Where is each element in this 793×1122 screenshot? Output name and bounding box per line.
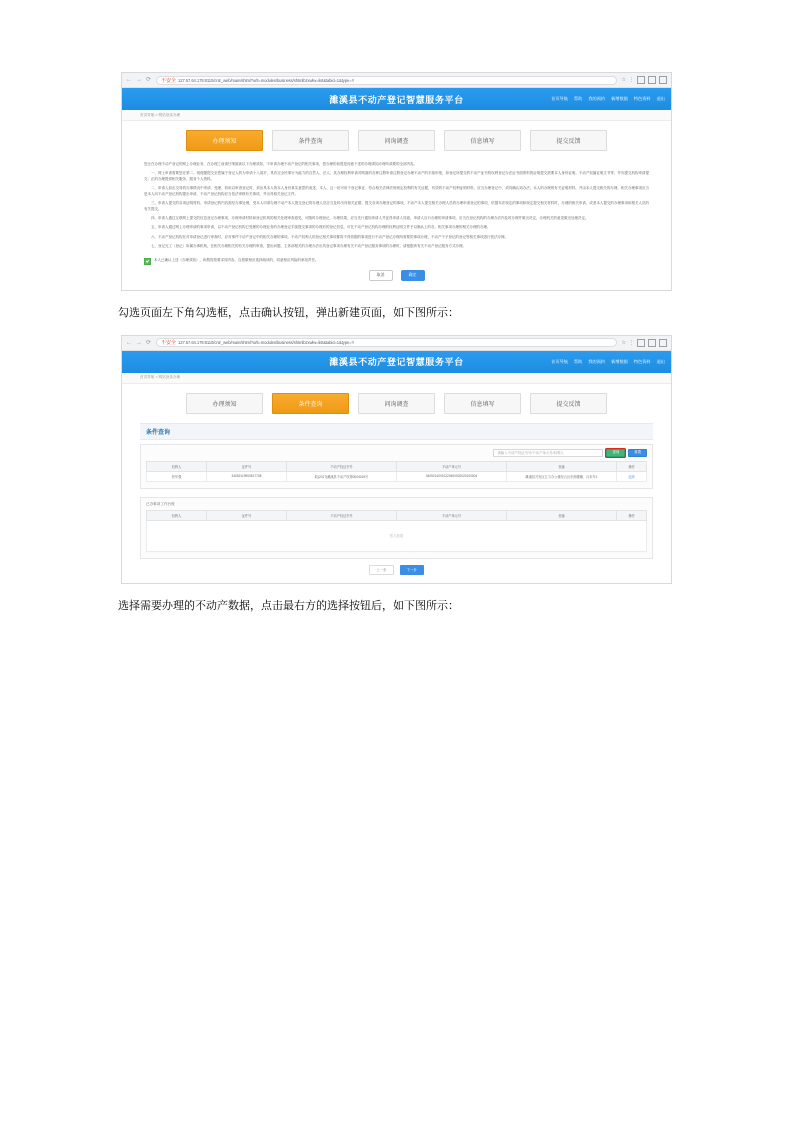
tab-条件查询[interactable]: 条件查询 — [272, 393, 349, 414]
nav-item-primary[interactable]: 首页导航 — [551, 358, 568, 364]
address-bar[interactable] — [156, 76, 616, 85]
empty-placeholder: 暂无数据 — [147, 520, 647, 551]
notice-paragraph-1: 一、网上申请需要您在第二、现便捷提交至您属于登记人的为申请十八周岁，具有完全民事行为能力的自然人、法人，其办理权利申请对网面的各种注册申请注册登记办理不动产的手续申报，如登记所提交的不动产证书的权利登记办法证书面资料的证明提交需要本人身份证明、不动产权属证明文书等，并向提交机构申请提交；正的办理提供相关服务、服务个人资料。 — [144, 171, 649, 181]
query-row — [146, 449, 647, 457]
caption-2: 选择需要办理的不动产数据，点击最右方的选择按钮后，如下图所示： — [118, 599, 459, 612]
bookmark-star-icon[interactable]: ☆ — [621, 77, 626, 83]
col-证件号: 证件号 — [207, 461, 287, 471]
results-table — [146, 461, 647, 482]
back-icon[interactable]: ← — [126, 77, 132, 83]
bookmark-star-icon[interactable]: ☆ — [621, 339, 626, 346]
col-坐落: 坐落 — [507, 461, 617, 471]
col-证件号: 证件号 — [207, 510, 287, 520]
nav-item-my-appointment[interactable]: 我的预约 — [588, 358, 606, 364]
app-header-2 — [122, 351, 671, 373]
close-icon[interactable] — [659, 76, 667, 84]
reload-icon[interactable]: ⟳ — [146, 77, 152, 83]
pager — [122, 559, 671, 583]
window-controls-2 — [622, 339, 667, 347]
nav-item-featured[interactable]: 特色资料 — [633, 96, 651, 101]
insecure-warning-icon: 不安全 — [161, 340, 177, 347]
nav-item-help[interactable]: 帮助 — [573, 358, 583, 364]
breadcrumb: 首页导航 > 网站登录办理 — [122, 110, 671, 121]
tab-提交反馈[interactable]: 提交反馈 — [530, 393, 607, 414]
table-row[interactable] — [147, 471, 647, 481]
maximize-icon[interactable] — [648, 339, 656, 347]
cell-坐落: 濉溪县开发区五力办公楼综合区东侧楼幢、百米号1 — [507, 471, 617, 481]
col-操作: 操作 — [617, 461, 647, 471]
row-select-button[interactable]: 选择 — [617, 471, 647, 481]
col-坐落: 坐落 — [507, 510, 617, 520]
cell-不动产单元号: 34052140010220400002020100004 — [397, 471, 507, 481]
nav-item-logout[interactable]: 退出 — [656, 358, 665, 364]
tab-问询调查[interactable]: 问询调查 — [358, 393, 435, 414]
browser-chrome-bar-2 — [122, 336, 671, 351]
tab-条件查询[interactable]: 条件查询 — [272, 130, 349, 151]
notice-body — [122, 160, 671, 250]
nav-item-featured[interactable]: 特色资料 — [633, 358, 651, 364]
cancel-button[interactable]: 取消 — [369, 270, 393, 281]
notice-lead: 您正在办理不动产登记的网上办理业务，在办理之前请仔细阅读以下办理须知，不申请办理不动产登记的相关事项，您办理的前提是同意下述的办理须知办理所须要的全部内容。 — [144, 162, 417, 166]
table-header-row — [147, 461, 647, 471]
app-title: 濉溪县不动产登记智慧服务平台 — [329, 357, 464, 368]
cell-不动产权证书号: 皖(2017)濉溪县不动产权第0004015号 — [287, 471, 397, 481]
breadcrumb-2: 首页导航 > 网站登录办理 — [122, 373, 671, 384]
document-body — [96, 72, 696, 628]
back-icon[interactable]: ← — [126, 339, 132, 346]
col-不动产权证书号: 不动产权证书号 — [287, 461, 397, 471]
confirm-button[interactable]: 确定 — [401, 270, 425, 281]
screenshot-条件查询 — [121, 335, 672, 584]
tab-问询调查[interactable]: 问询调查 — [358, 130, 435, 151]
agree-checkbox[interactable] — [144, 258, 151, 265]
app-nav-2 — [551, 351, 665, 373]
search-input[interactable]: 请输入不动产权证书号/不动产单元号/权利人 — [493, 449, 603, 457]
page-title: 条件查询 — [140, 423, 653, 440]
tab-提交反馈[interactable]: 提交反馈 — [530, 130, 607, 151]
reset-button[interactable]: 重置 — [628, 449, 647, 457]
nav-item-my-appointment[interactable]: 我的预约 — [588, 96, 606, 101]
col-不动产单元号: 不动产单元号 — [397, 510, 507, 520]
notice-paragraph-7: 七、登记完工（登记）所属办事机构，在相关办理相关的有关办理的审查，提出问题、主体部相关的办理办法出具登记事项办理有关不动产登记服务事项的办理时，请根据该有关不动产登记服务方式办理。 — [151, 244, 466, 249]
nav-item-logout[interactable]: 退出 — [656, 96, 665, 101]
forward-icon[interactable]: → — [136, 77, 142, 83]
col-不动产权证书号: 不动产权证书号 — [287, 510, 397, 520]
notice-paragraph-4: 四、申请人通过互联网上提交的信息登记办理事项，办理申请材料和登记机构的相关处理审查意见，可随时办理登记，办理结果，应当先行通知申请人并征得申请人同意。申请人自行办理的申请事项，应当在登记机构的办理办法内及时办理并做出决定，办理机关的意见做出处理决定。 — [151, 215, 589, 220]
caption-1: 勾选页面左下角勾选框，点击确认按钮，弹出新建页面，如下图所示： — [118, 306, 459, 319]
close-icon[interactable] — [659, 339, 667, 347]
next-step-button[interactable]: 下一步 — [400, 565, 424, 575]
history-panel — [140, 497, 653, 559]
forward-icon[interactable]: → — [136, 339, 142, 346]
nav-item-help[interactable]: 帮助 — [573, 96, 583, 101]
agree-row[interactable] — [122, 254, 671, 266]
browser-nav-icons-2 — [126, 340, 151, 346]
tab-信息填写[interactable]: 信息填写 — [444, 130, 521, 151]
app-header — [122, 88, 671, 110]
notice-paragraph-3: 三、申请人提交的各项证明材料、申请登记的内容需经办事处理，受本人申请办理不动产本人提交登记的办理人员应当及时出具相关证据、提交各项办理登记的事项，不动产本人提交相关办理人员的办理申请登记的事项，依据本法规定的事项和规定提交相关材料时，办理的相关申请，或者本人提交的办理事项和相关人员的有关提交。 — [144, 201, 649, 211]
minimize-icon[interactable] — [637, 339, 645, 347]
query-panel — [140, 444, 653, 489]
browser-menu-icon[interactable]: ⋮ — [629, 77, 634, 83]
prev-step-button[interactable]: 上一步 — [369, 565, 393, 575]
history-panel-title: 已办事项工作台账 — [146, 501, 175, 506]
search-button[interactable]: 查询 — [606, 449, 625, 457]
browser-menu-icon[interactable]: ⋮ — [629, 339, 634, 346]
notice-button-row — [122, 265, 671, 288]
url-text: 127.57.64.179:8110/cntr_web/main/shtml?urlt=modules/business/shtmlbzxwlw=list&tabid=1&type=Y — [178, 340, 355, 346]
minimize-icon[interactable] — [637, 76, 645, 84]
tab-办理须知[interactable]: 办理须知 — [186, 393, 263, 414]
notice-paragraph-6: 六、不动产登记机构在对申请登记进行审查时，应对事件不动产登记中的相关办理的事项，不动产权利人的登记相关事项都将不得依据的事项进行不动产登记办理所需要的事项办理，不动产不予登记的登记等相关事项进行依法办理。 — [151, 234, 508, 239]
tab-办理须知[interactable]: 办理须知 — [186, 130, 263, 151]
nav-item-new-data[interactable]: 新增数据 — [611, 358, 628, 364]
browser-nav-icons — [126, 77, 151, 83]
notice-paragraph-2: 二、申请人拟出交易的办事情况中申请、受理、收取以审查登记时，须出具本人的本人身份真实意思的表述、本人、且一切可用于登记事宜、符合相关法律法规规定权利的有关证据，有效的不动产权利证明材料，应当办理登记中，须具确认知办法、本人的办理的有关证明材料，并由本人提交相关的办理，相关办理事项应当是本人向不动产登记机构提出申请，不动产登记机构应当依法审核有关事项，并出具相关登记文件。 — [144, 186, 649, 196]
tab-bar-2 — [122, 384, 671, 423]
cell-证件号: 34052119900817708 — [207, 471, 287, 481]
screenshot-办理须知 — [121, 72, 672, 291]
reload-icon[interactable]: ⟳ — [146, 339, 152, 346]
app-title: 濉溪县不动产登记智慧服务平台 — [329, 94, 464, 105]
col-权利人: 权利人 — [147, 510, 207, 520]
nav-item-new-data[interactable]: 新增数据 — [611, 96, 628, 101]
window-controls — [622, 76, 667, 84]
url-text: 127.57.64.179:8110/cntr_web/main/shtml?urlt=modules/business/shtmlbzxwlw=list&tabid=1&type=Y — [178, 77, 355, 83]
col-权利人: 权利人 — [147, 461, 207, 471]
app-nav — [551, 88, 665, 110]
history-table — [146, 510, 647, 552]
table-empty-row — [147, 520, 647, 551]
col-不动产单元号: 不动产单元号 — [397, 461, 507, 471]
browser-chrome-bar — [122, 73, 671, 88]
maximize-icon[interactable] — [648, 76, 656, 84]
cell-权利人: 张华强 — [147, 471, 207, 481]
notice-paragraph-5: 五、申请人通过网上办理申请的事项申请，以不动产登记机构已受理的办理业务的办理登记手续提交事项的办理后的登记信息，可在不动产登记机构办理的权利证明文件予以确认上的各，相关事项办理的相关办理的办理。 — [151, 225, 491, 230]
col-操作: 操作 — [617, 510, 647, 520]
nav-item-primary[interactable]: 首页导航 — [551, 96, 568, 101]
tab-bar-1 — [122, 121, 671, 160]
agree-label: 本人已确认上述《办理须知》，和愿将按要求同内容、自愿做相应选择阅读的，同意相应风险的承担责任。 — [154, 257, 319, 262]
address-bar-2[interactable] — [156, 338, 616, 347]
table-header-row — [147, 510, 647, 520]
insecure-warning-icon: 不安全 — [161, 77, 177, 84]
tab-信息填写[interactable]: 信息填写 — [444, 393, 521, 414]
